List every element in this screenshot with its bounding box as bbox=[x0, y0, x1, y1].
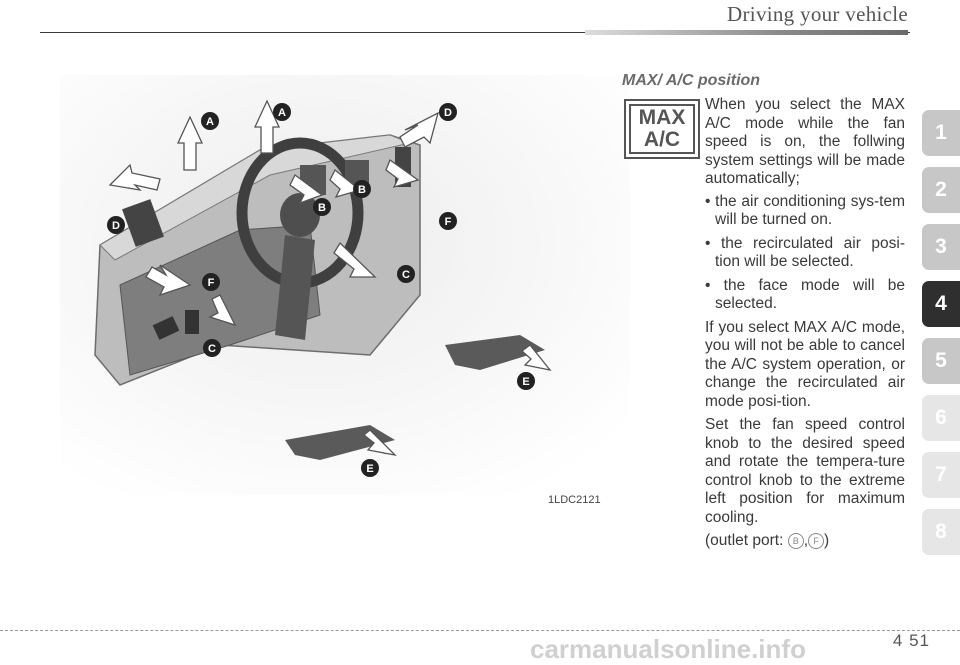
bullet-ac-on: • the air conditioning sys-tem will be turned on. bbox=[705, 192, 905, 228]
chapter-tab-5[interactable]: 5 bbox=[922, 338, 960, 384]
figure-label-4 bbox=[353, 180, 371, 198]
outlet-b-badge: B bbox=[788, 533, 804, 549]
header-accent-bar bbox=[585, 30, 908, 35]
figure-label-8 bbox=[202, 273, 220, 291]
chapter-tab-7[interactable]: 7 bbox=[922, 452, 960, 498]
chapter-tab-8[interactable]: 8 bbox=[922, 509, 960, 555]
svg-text:A: A bbox=[278, 107, 286, 119]
svg-text:B: B bbox=[358, 184, 366, 196]
svg-text:E: E bbox=[522, 376, 530, 388]
section-heading: MAX/ A/C position bbox=[622, 72, 761, 89]
page-header-title: Driving your vehicle bbox=[727, 2, 908, 26]
max-ac-button-graphic bbox=[624, 99, 700, 159]
watermark: carmanualsonline.info bbox=[530, 634, 806, 664]
svg-text:C: C bbox=[402, 269, 410, 281]
cancel-paragraph: If you select MAX A/C mode, you will not be able to cancel the A/C system operation, or change the recirculated air mode posi-tion. bbox=[705, 318, 905, 410]
steering-hub bbox=[280, 193, 320, 237]
figure-label-6 bbox=[313, 198, 331, 216]
bullet-recirculated: • the recirculated air posi-tion will be selected. bbox=[705, 234, 905, 270]
svg-text:F: F bbox=[444, 216, 452, 228]
dashboard-vents-illustration bbox=[60, 55, 630, 515]
footer-rule bbox=[0, 630, 960, 631]
intro-paragraph: When you select the MAX A/C mode while the fan speed is on, the follwing system settings will be made automatically; bbox=[705, 96, 905, 187]
outlet-prefix: (outlet port: bbox=[705, 532, 788, 549]
figure-label-5 bbox=[439, 212, 457, 230]
chapter-tab-3[interactable]: 3 bbox=[922, 224, 960, 270]
chapter-tab-2[interactable]: 2 bbox=[922, 167, 960, 213]
chapter-tab-6[interactable]: 6 bbox=[922, 395, 960, 441]
figure-label-7 bbox=[107, 216, 125, 234]
outlet-suffix: ) bbox=[824, 532, 830, 549]
chapter-tab-4-active[interactable]: 4 bbox=[922, 281, 960, 327]
svg-text:C: C bbox=[208, 343, 216, 355]
chapter-tab-1[interactable]: 1 bbox=[922, 110, 960, 156]
svg-text:D: D bbox=[112, 220, 120, 232]
figure-label-1 bbox=[201, 112, 219, 130]
figure-label-11 bbox=[517, 372, 535, 390]
figure-label-9 bbox=[397, 265, 415, 283]
settings-list bbox=[705, 193, 905, 314]
body-text bbox=[705, 96, 905, 556]
svg-text:A: A bbox=[206, 116, 214, 128]
chapter-tabs bbox=[922, 110, 960, 566]
figure-label-10 bbox=[203, 339, 221, 357]
outlet-separator: , bbox=[803, 532, 809, 549]
figure-label-2 bbox=[273, 103, 291, 121]
pedal-right bbox=[185, 310, 199, 334]
bullet-face-mode: • the face mode will be selected. bbox=[705, 276, 905, 312]
page-number: 4 51 bbox=[892, 631, 930, 650]
svg-text:B: B bbox=[318, 202, 326, 214]
figure-code: 1LDC2121 bbox=[548, 494, 601, 506]
max-ac-line1: MAX bbox=[638, 105, 686, 129]
figure-label-12 bbox=[361, 459, 379, 477]
max-ac-line2: A/C bbox=[643, 128, 681, 151]
svg-text:F: F bbox=[207, 277, 215, 289]
figure-label-3 bbox=[439, 103, 457, 121]
svg-text:E: E bbox=[366, 463, 374, 475]
outlet-f-badge: F bbox=[808, 533, 824, 549]
fan-speed-paragraph: Set the fan speed control knob to the desired speed and rotate the tempera-ture control knob to the extreme left position for maximum cooling. bbox=[705, 416, 905, 526]
outlet-port-line bbox=[705, 532, 905, 551]
svg-text:D: D bbox=[444, 107, 452, 119]
